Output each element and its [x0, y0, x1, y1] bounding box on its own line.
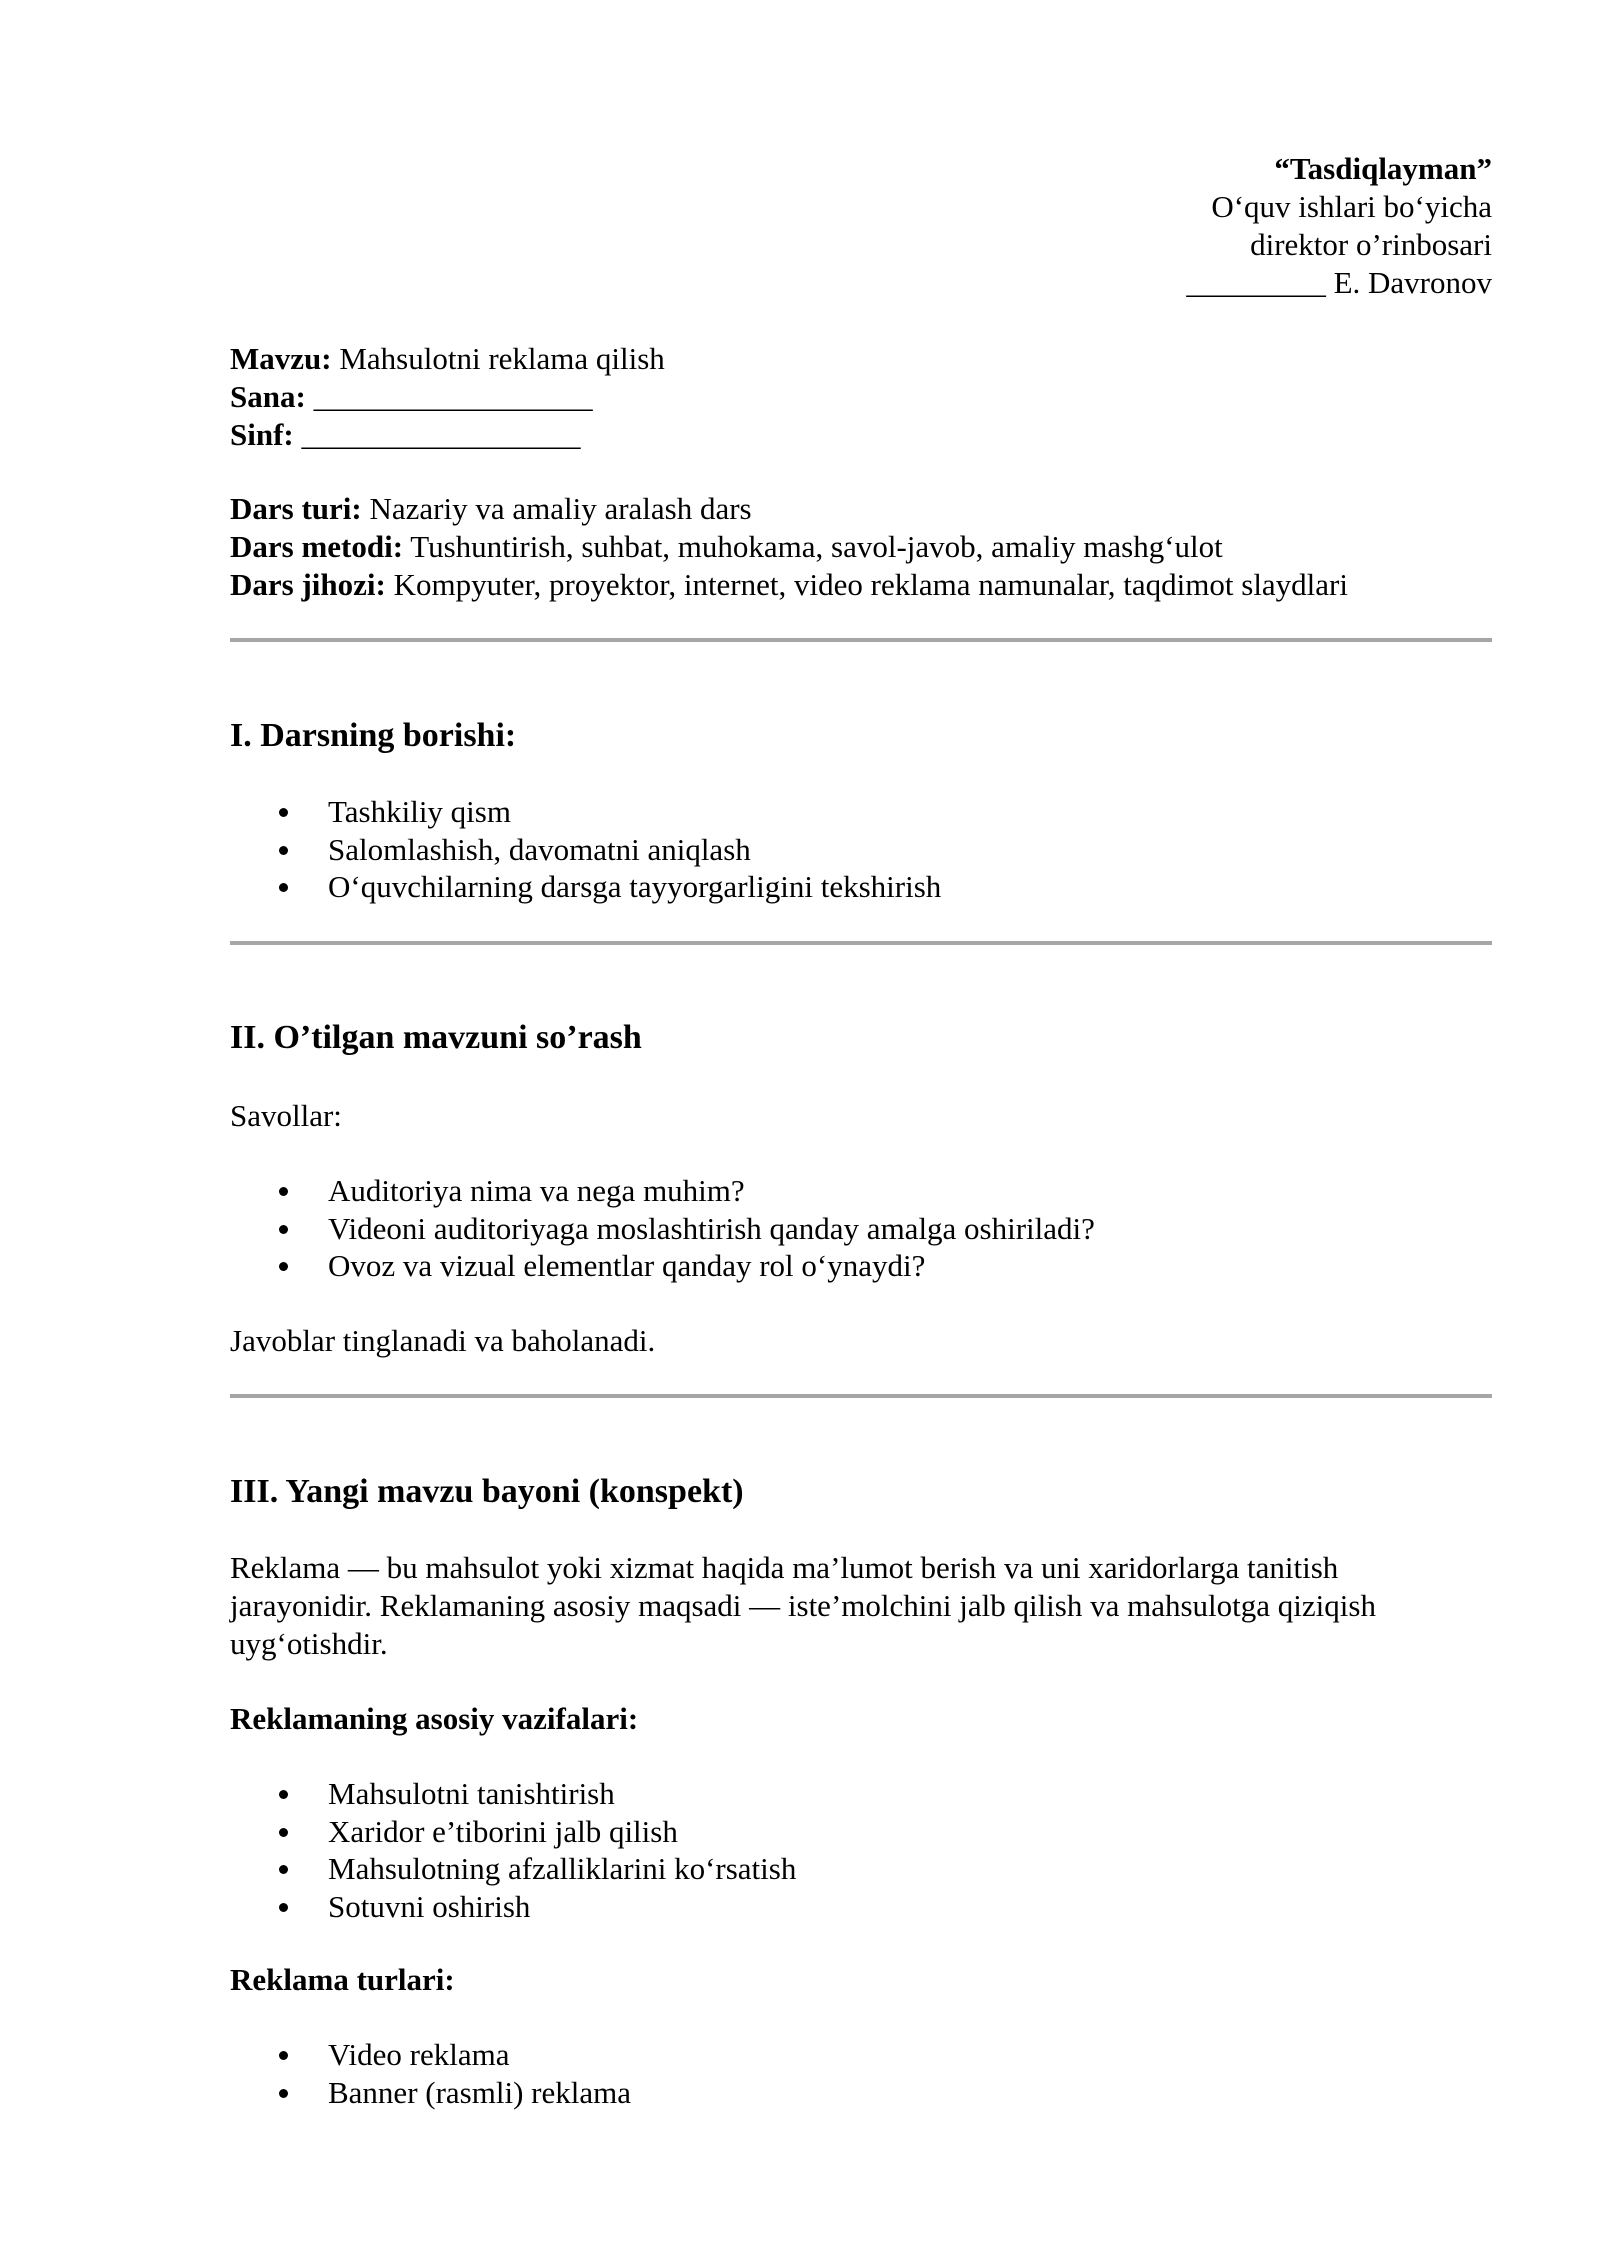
lesson-type-value: Nazariy va amaliy aralash dars: [361, 491, 752, 526]
bullet-icon: [279, 1790, 288, 1799]
lesson-equipment-value: Kompyuter, proyektor, internet, video reklama namunalar, taqdimot slaydlari: [385, 567, 1348, 602]
section-2-outro: Javoblar tinglanadi va baholanadi.: [230, 1323, 656, 1358]
lesson-method-row: [230, 528, 1348, 566]
section-3-paragraph: Reklama — bu mahsulot yoki xizmat haqida ma’lumot berish va uni xaridorlarga tanitish jarayonidir. Reklamaning asosiy maqsadi — iste’molchini jalb qilish va mahsulotga qiziqish uyg‘otishdir.: [230, 1550, 1376, 1661]
approval-signature: _________ E. Davronov: [1186, 265, 1492, 300]
date-value: __________________: [305, 379, 593, 414]
section-3-heading: III. Yangi mavzu bayoni (konspekt): [230, 1473, 744, 1510]
bullet-icon: [279, 2051, 288, 2060]
approval-title: “Tasdiqlayman”: [1274, 151, 1492, 186]
approval-block: [1186, 150, 1492, 302]
section-2-heading: II. O’tilgan mavzuni so’rash: [230, 1019, 642, 1056]
topic-row: [230, 340, 665, 378]
list-item: Salomlashish, davomatni aniqlash: [230, 831, 941, 869]
bullet-icon: [279, 883, 288, 892]
list-item: Ovoz va vizual elementlar qanday rol o‘ynaydi?: [230, 1247, 1095, 1285]
class-row: [230, 416, 665, 454]
list-item: Sotuvni oshirish: [230, 1888, 796, 1926]
types-heading: Reklama turlari:: [230, 1962, 455, 1997]
bullet-icon: [279, 808, 288, 817]
approval-line-1: O‘quv ishlari bo‘yicha: [1211, 189, 1492, 224]
list-item: Videoni auditoriyaga moslashtirish qanday amalga oshiriladi?: [230, 1210, 1095, 1248]
date-label: Sana:: [230, 379, 306, 414]
class-value: __________________: [293, 417, 581, 452]
bullet-icon: [279, 1187, 288, 1196]
topic-label: Mavzu:: [230, 341, 332, 376]
approval-line-2: direktor o’rinbosari: [1250, 227, 1492, 262]
date-row: [230, 378, 665, 416]
list-item: Banner (rasmli) reklama: [230, 2074, 631, 2112]
lesson-type-label: Dars turi:: [230, 491, 362, 526]
divider: [230, 1394, 1492, 1398]
tasks-list: [230, 1775, 796, 1925]
bullet-icon: [279, 2089, 288, 2098]
list-item: Xaridor e’tiborini jalb qilish: [230, 1813, 796, 1851]
lesson-method-value: Tushuntirish, suhbat, muhokama, savol-javob, amaliy mashg‘ulot: [403, 529, 1223, 564]
lesson-equipment-row: [230, 566, 1348, 604]
section-1-heading: I. Darsning borishi:: [230, 717, 517, 754]
lesson-meta-details: [230, 490, 1348, 604]
bullet-icon: [279, 1225, 288, 1234]
section-2-intro: Savollar:: [230, 1098, 342, 1133]
bullet-icon: [279, 1865, 288, 1874]
lesson-type-row: [230, 490, 1348, 528]
class-label: Sinf:: [230, 417, 294, 452]
lesson-equipment-label: Dars jihozi:: [230, 567, 386, 602]
tasks-heading: Reklamaning asosiy vazifalari:: [230, 1701, 639, 1736]
list-item: Mahsulotni tanishtirish: [230, 1775, 796, 1813]
bullet-icon: [279, 1828, 288, 1837]
divider: [230, 941, 1492, 945]
list-item: Tashkiliy qism: [230, 793, 941, 831]
section-2-list: [230, 1172, 1095, 1285]
section-1-list: [230, 793, 941, 906]
topic-value: Mahsulotni reklama qilish: [331, 341, 665, 376]
bullet-icon: [279, 1903, 288, 1912]
bullet-icon: [279, 1262, 288, 1271]
bullet-icon: [279, 846, 288, 855]
types-list: [230, 2036, 631, 2111]
document-page: [230, 0, 1492, 2262]
divider: [230, 638, 1492, 642]
lesson-meta-top: [230, 340, 665, 454]
list-item: Auditoriya nima va nega muhim?: [230, 1172, 1095, 1210]
list-item: Video reklama: [230, 2036, 631, 2074]
list-item: Mahsulotning afzalliklarini ko‘rsatish: [230, 1850, 796, 1888]
list-item: O‘quvchilarning darsga tayyorgarligini tekshirish: [230, 868, 941, 906]
lesson-method-label: Dars metodi:: [230, 529, 404, 564]
